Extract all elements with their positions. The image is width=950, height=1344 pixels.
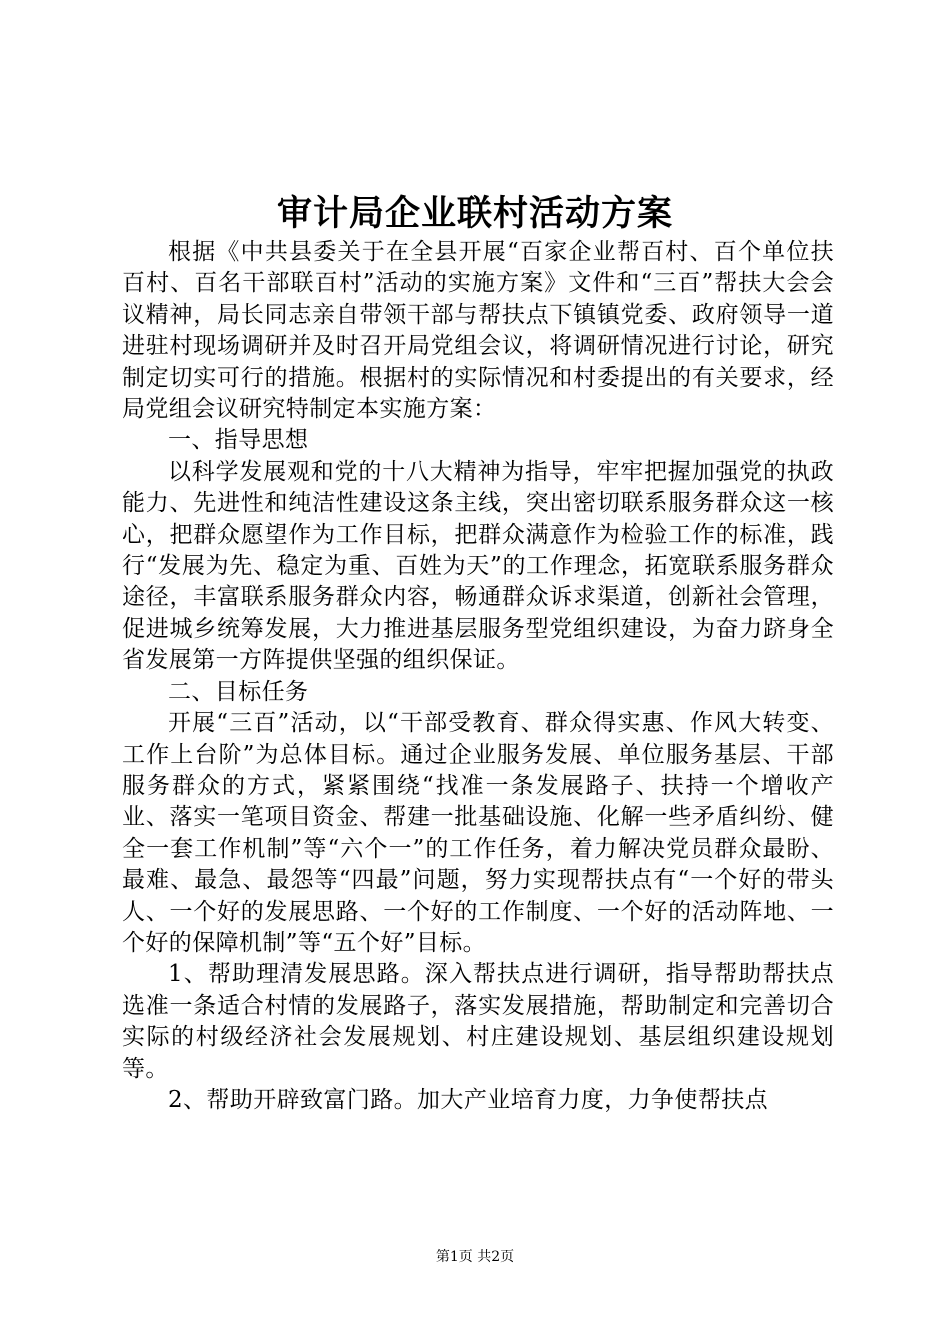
task-item-1: 1、帮助理清发展思路。深入帮扶点进行调研，指导帮助帮扶点选准一条适合村情的发展路子，落实发展措施，帮助制定和完善切合实际的村级经济社会发展规划、村庄建设规划、基层组织建设规划等。 [122, 961, 834, 1082]
goals-tasks-paragraph: 开展“三百”活动，以“干部受教育、群众得实惠、作风大转变、工作上台阶”为总体目标。通过企业服务发展、单位服务基层、干部服务群众的方式，紧紧围绕“找准一条发展路子、扶持一个增收产业、落实一笔项目资金、帮建一批基础设施、化解一些矛盾纠纷、健全一套工作机制”等“六个一”的工作任务，着力解决党员群众最盼、最难、最急、最怨等“四最”问题，努力实现帮扶点有“一个好的带头人、一个好的发展思路、一个好的工作制度、一个好的活动阵地、一个好的保障机制”等“五个好”目标。 [122, 710, 834, 956]
section-heading-guiding-ideology: 一、指导思想 [168, 427, 309, 454]
section-heading-goals-tasks: 二、目标任务 [168, 678, 309, 705]
document-title: 审计局企业联村活动方案 [276, 193, 673, 234]
task-item-2: 2、帮助开辟致富门路。加大产业培育力度，力争使帮扶点 [168, 1086, 769, 1113]
intro-paragraph: 根据《中共县委关于在全县开展“百家企业帮百村、百个单位扶百村、百名干部联百村”活动的实施方案》文件和“三百”帮扶大会会议精神，局长同志亲自带领干部与帮扶点下镇镇党委、政府领导一道进驻村现场调研并及时召开局党组会议，将调研情况进行讨论，研究制定切实可行的措施。根据村的实际情况和村委提出的有关要求，经局党组会议研究特制定本实施方案： [122, 239, 834, 423]
document-body [122, 237, 834, 1116]
page-footer: 第1页 共2页 [435, 1249, 515, 1265]
guiding-ideology-paragraph: 以科学发展观和党的十八大精神为指导，牢牢把握加强党的执政能力、先进性和纯洁性建设这条主线，突出密切联系服务群众这一核心，把群众愿望作为工作目标，把群众满意作为检验工作的标准，践行“发展为先、稳定为重、百姓为天”的工作理念，拓宽联系服务群众途径，丰富联系服务群众内容，畅通群众诉求渠道，创新社会管理，促进城乡统筹发展，大力推进基层服务型党组织建设，为奋力跻身全省发展第一方阵提供坚强的组织保证。 [122, 458, 834, 674]
